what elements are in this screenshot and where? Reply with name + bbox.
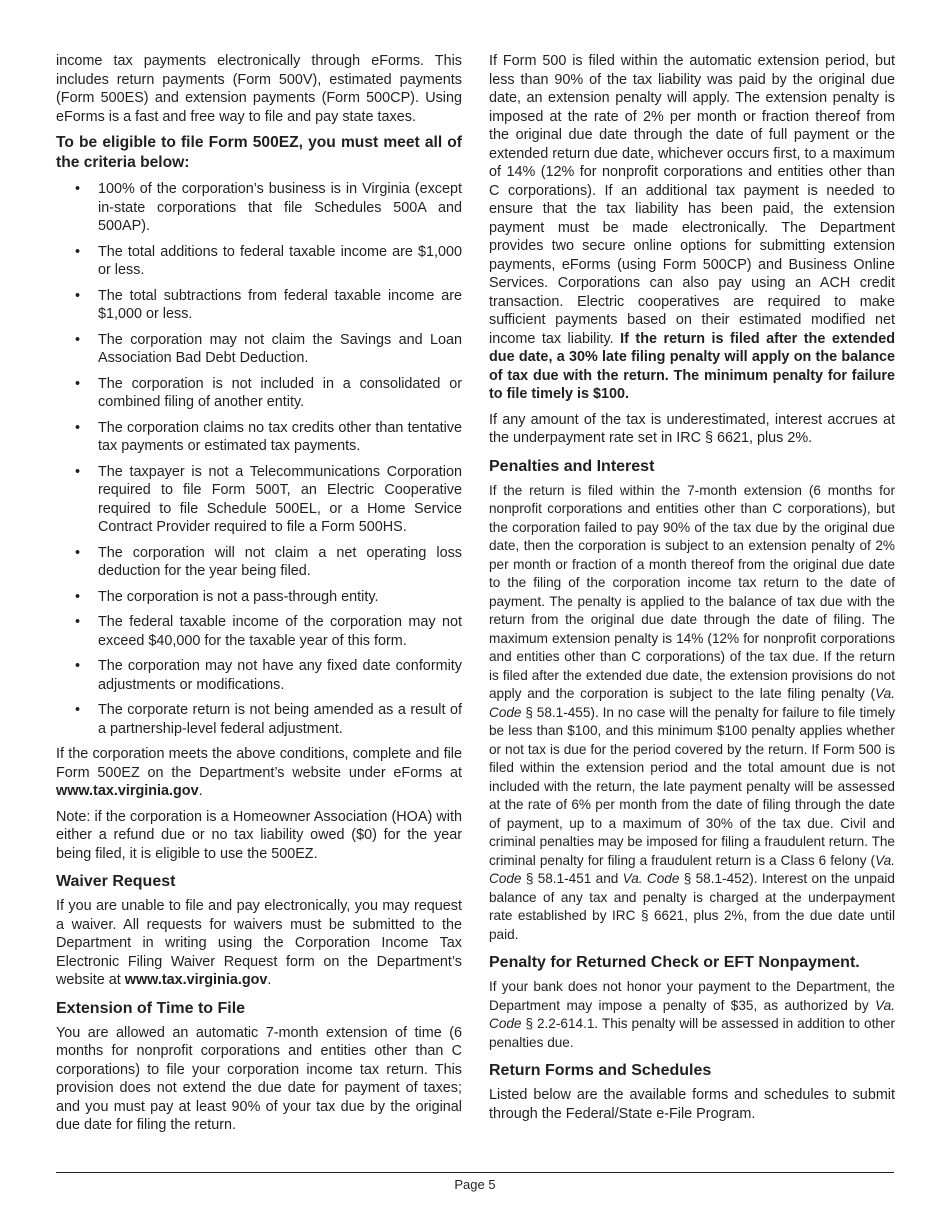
page-number: Page 5 — [454, 1177, 496, 1192]
return-forms-paragraph: Listed below are the available forms and schedules to submit through the Federal/State e-File Program. — [489, 1087, 895, 1122]
list-item: • The corporation is not included in a consolidated or combined filing of another entity. — [56, 375, 462, 412]
list-item: • The corporation will not claim a net operating loss deduction for the year being filed. — [56, 544, 462, 581]
list-item: • The corporation may not claim the Savings and Loan Association Bad Debt Deduction. — [56, 331, 462, 368]
extension-paragraph: You are allowed an automatic 7-month extension of time (6 months for nonprofit corporations and entities other than C corporations) to file your corporation income tax return. This provision does not extend the due date for payment of taxes; and you must pay at least 90% of your tax due by the original due date for filing the return. — [56, 1024, 462, 1133]
criteria-list — [56, 180, 462, 738]
returned-check-paragraph: If your bank does not honor your payment to the Department, the Department may impose a penalty of $35, as authorized by Va. Code § 2.2-614.1. This penalty will be assessed in addition to other penalties due. — [489, 979, 895, 1050]
penalties-heading: Penalties and Interest — [489, 457, 655, 475]
meets-conditions-text: If the corporation meets the above conditions, complete and file Form 500EZ on the Department’s website under eForms at — [56, 746, 462, 781]
eligibility-heading: To be eligible to file Form 500EZ, you must meet all of the criteria below: — [56, 134, 462, 171]
list-item: • The corporation is not a pass-through entity. — [56, 588, 462, 607]
extension-penalty-paragraph: If Form 500 is filed within the automatic extension period, but less than 90% of the tax liability was paid by the original due date, an extension penalty will apply. The extension penalty is imposed at the rate of 2% per month or fraction thereof from the original due date through the date of full payment or the extended return due date, whichever occurs first, to a maximum of 14% (12% for nonprofit corporations and entities other than C corporations). If an additional tax payment is needed to ensure that the tax liability has been paid, the extension payment must be made electronically. The Department provides two secure online options for submitting extension payments, eForms (using Form 500CP) and Business Online Services. Corporations can also pay using an ACH credit transaction. Electric cooperatives are required to make sufficient payments based on their estimated modified net income tax liability. If the return is filed after the extended due date, a 30% late filing penalty will apply on the balance of tax due with the return. The minimum penalty for failure to file timely is $100. — [489, 53, 896, 402]
waiver-heading: Waiver Request — [56, 873, 176, 890]
late-filing-penalty-emphasis: If the return is filed after the extended due date, a 30% late filing penalty will apply on the balance of tax due with the return. The minimum penalty for failure to file timely is $100. — [489, 330, 896, 402]
list-item: • The federal taxable income of the corporation may not exceed $40,000 for the taxable year of this form. — [56, 613, 462, 650]
waiver-paragraph: If you are unable to file and pay electronically, you may request a waiver. All requests for waivers must be submitted to the Department in writing using the Corporation Income Tax Electronic Filing Waiver Request form on the Department’s website at www.tax.virginia.gov. — [56, 898, 462, 988]
intro-paragraph: income tax payments electronically through eForms. This includes return payments (Form 500V), estimated payments (Form 500ES) and extension payments (Form 500CP). Using eForms is a fast and free way to file and pay state taxes. — [56, 53, 462, 125]
extension-heading: Extension of Time to File — [56, 999, 246, 1017]
website-link[interactable]: www.tax.virginia.gov — [56, 783, 199, 799]
list-item: • 100% of the corporation’s business is in Virginia (except in-state corporations that file Schedules 500A and 500AP). — [56, 180, 462, 236]
va-code-citation: Va. Code — [489, 997, 895, 1031]
list-item: • The total additions to federal taxable income are $1,000 or less. — [56, 243, 462, 280]
list-item: • The corporation may not have any fixed date conformity adjustments or modifications. — [56, 657, 462, 694]
return-forms-heading: Return Forms and Schedules — [489, 1062, 712, 1079]
va-code-citation: Va. Code — [489, 852, 895, 886]
underestimate-paragraph: If any amount of the tax is underestimated, interest accrues at the underpayment rate set in IRC § 6621, plus 2%. — [489, 411, 895, 446]
left-column — [56, 52, 462, 1142]
list-item: • The total subtractions from federal taxable income are $1,000 or less. — [56, 287, 462, 324]
meets-conditions-paragraph: If the corporation meets the above conditions, complete and file Form 500EZ on the Department’s website under eForms at www.tax.virginia.gov. — [56, 746, 462, 799]
list-item: • The corporation claims no tax credits other than tentative tax payments or estimated tax payments. — [56, 419, 462, 456]
penalties-paragraph: If the return is filed within the 7-month extension (6 months for nonprofit corporations and entities other than C corporations), but the corporation failed to pay 90% of the tax due by the original due date, then the corporation is subject to an extension penalty of 2% per month or fraction of a month thereof from the original due date to the filing of the corporation income tax return to the date of payment. The penalty is applied to the balance of tax due with the return from the original due date through the date of filing. The maximum extension penalty is 14% (12% for nonprofit corporations and entities other than C corporations) of the tax due. If the return is filed after the extended due date, the extension provisions do not apply and the corporation is subject to the late filing penalty (Va. Code § 58.1-455). In no case will the penalty for failure to file timely be less than $100, and this minimum $100 penalty applies whether or not tax is due for the period covered by the return. If Form 500 is filed within the extension period and the total amount due is not included with the return, the late payment penalty will be assessed at the rate of 6% per month from the date of filing through the date of payment, up to a maximum of 30% of the tax due. Civil and criminal penalties may be imposed for filing a fraudulent return. The criminal penalty for filing a fraudulent return is a Class 6 felony (Va. Code § 58.1-451 and Va. Code § 58.1-452). Interest on the unpaid balance of any tax and penalty is charged at the underpayment rate established by IRC § 6621, plus 2%, from the due date until paid. — [489, 482, 895, 942]
footer-divider — [56, 1172, 894, 1173]
va-code-citation: Va. Code — [622, 871, 680, 886]
hoa-note: Note: if the corporation is a Homeowner Association (HOA) with either a refund due or no tax liability owed ($0) for the year being filed, it is eligible to use the 500EZ. — [56, 808, 462, 862]
returned-check-heading: Penalty for Returned Check or EFT Nonpayment. — [489, 954, 860, 971]
list-item: • The corporate return is not being amended as a result of a partnership-level federal adjustment. — [56, 701, 462, 738]
right-column — [489, 52, 895, 1130]
va-code-citation: Va. Code — [489, 686, 895, 720]
website-link[interactable]: www.tax.virginia.gov — [124, 972, 268, 988]
list-item: • The taxpayer is not a Telecommunications Corporation required to file Form 500T, an Electric Cooperative required to file Schedule 500EL, or a Home Service Contract Provider required to file a Form 500HS. — [56, 463, 462, 537]
